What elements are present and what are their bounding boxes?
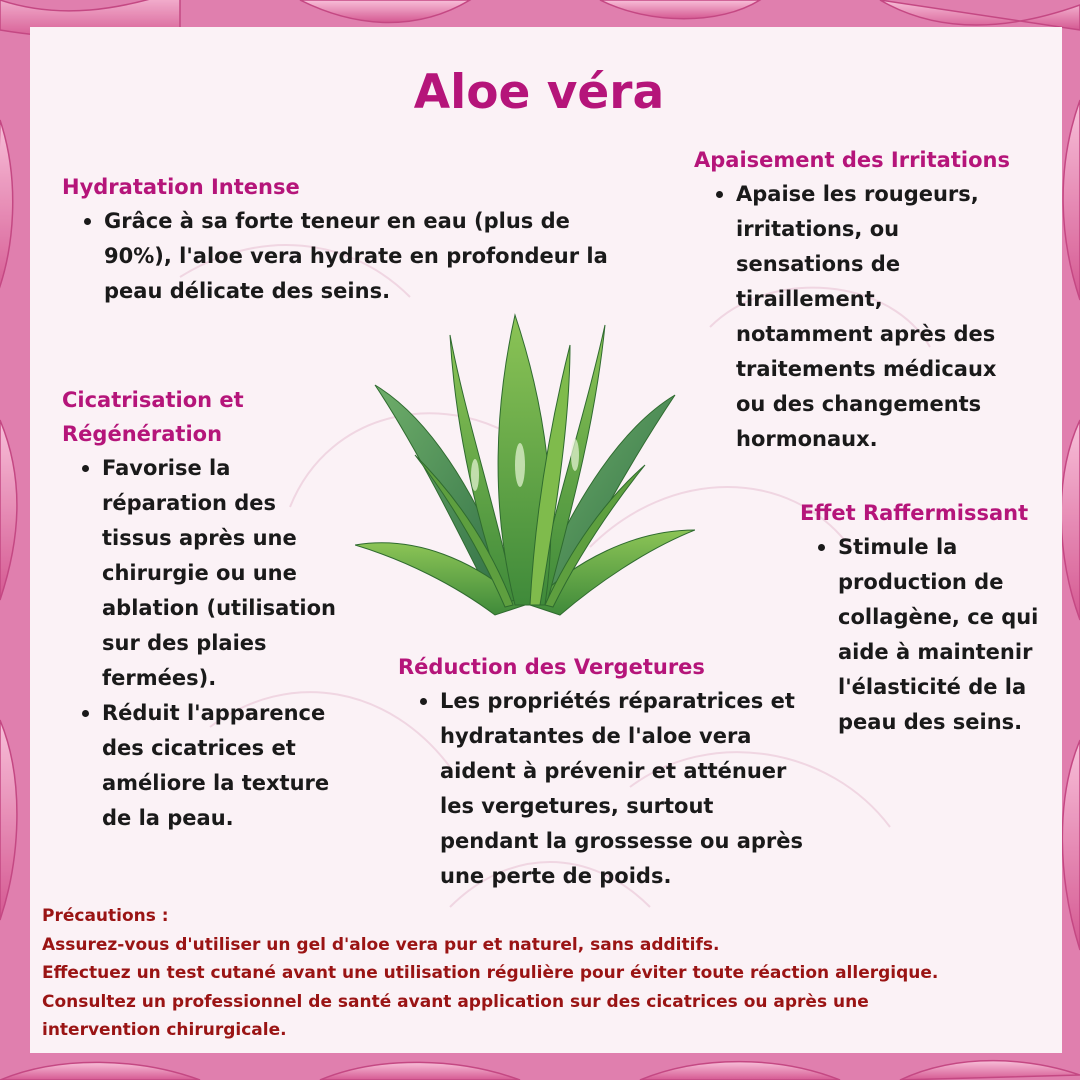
section-heading-cicatrisation <box>62 383 362 451</box>
precautions-heading: Précautions : <box>42 906 169 926</box>
section-heading-hydratation: Hydratation Intense <box>62 175 300 199</box>
precautions-line: Assurez-vous d'utiliser un gel d'aloe vera pur et naturel, sans additifs. <box>42 934 720 955</box>
list-item: Stimule la production de collagène, ce qui aide à maintenir l'élasticité de la peau des seins. <box>816 530 1048 740</box>
section-heading-raffermissant: Effet Raffermissant <box>800 501 1029 525</box>
section-cicatrisation <box>62 383 362 836</box>
section-vergetures <box>398 650 818 894</box>
list-item: Apaise les rougeurs, irritations, ou sensations de tiraillement, notamment après des traitements médicaux ou des changements hormonaux. <box>714 177 1006 457</box>
aloe-vera-plant-icon <box>355 305 695 625</box>
section-heading-line: Cicatrisation et <box>62 388 244 412</box>
list-item: Les propriétés réparatrices et hydratantes de l'aloe vera aident à prévenir et atténuer les vergetures, surtout pendant la grossesse ou après une perte de poids. <box>418 684 815 894</box>
bullet-list-apaisement <box>694 177 1034 457</box>
section-raffermissant <box>800 496 1050 740</box>
section-heading-apaisement: Apaisement des Irritations <box>694 148 1010 172</box>
list-item: Réduit l'apparence des cicatrices et améliore la texture de la peau. <box>80 696 352 836</box>
section-hydratation <box>62 170 642 309</box>
list-item: Favorise la réparation des tissus après une chirurgie ou une ablation (utilisation sur des plaies fermées). <box>80 451 352 696</box>
section-heading-line: Régénération <box>62 422 223 446</box>
section-heading-vergetures: Réduction des Vergetures <box>398 655 705 679</box>
precautions-line: intervention chirurgicale. <box>42 1020 287 1040</box>
precautions-line: Consultez un professionnel de santé avant application sur des cicatrices ou après une <box>42 991 869 1012</box>
list-item: Grâce à sa forte teneur en eau (plus de 90%), l'aloe vera hydrate en profondeur la peau délicate des seins. <box>82 204 642 309</box>
bullet-list-raffermissant <box>800 530 1050 740</box>
bullet-list-vergetures <box>398 684 818 894</box>
page-title: Aloe véra <box>413 65 665 120</box>
precautions-line: Effectuez un test cutané avant une utilisation régulière pour éviter toute réaction allergique. <box>42 963 939 983</box>
bullet-list-hydratation <box>62 204 642 309</box>
content-card <box>30 27 1062 1053</box>
section-apaisement <box>694 143 1034 457</box>
bullet-list-cicatrisation <box>62 451 362 836</box>
precautions-block <box>42 902 1052 1045</box>
